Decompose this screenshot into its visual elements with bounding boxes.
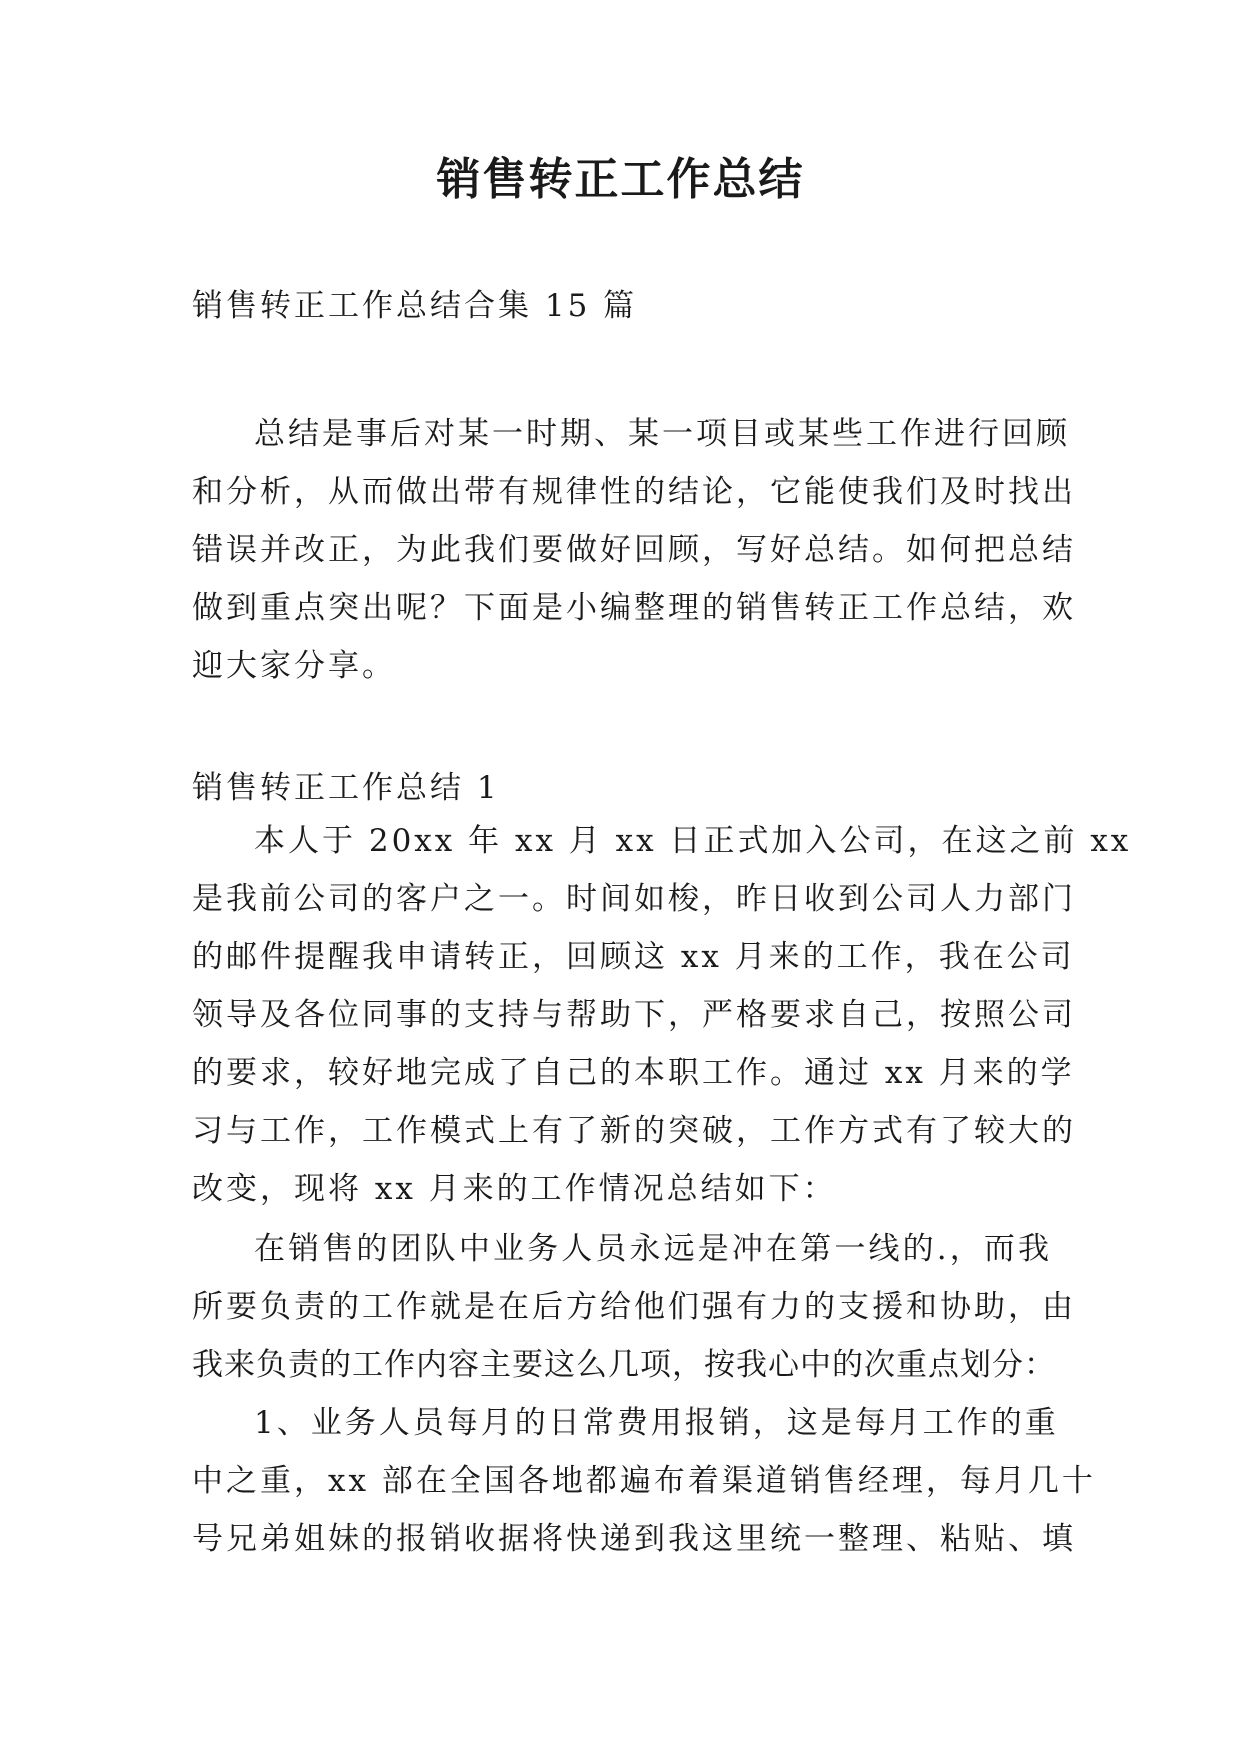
- paragraph-line: 所要负责的工作就是在后方给他们强有力的支援和协助，由: [192, 1289, 1076, 1325]
- paragraph-line: 号兄弟姐妹的报销收据将快递到我这里统一整理、粘贴、填: [192, 1521, 1076, 1557]
- document-title: 销售转正工作总结: [436, 154, 805, 205]
- intro-line: 迎大家分享。: [192, 648, 396, 684]
- intro-line: 做到重点突出呢？下面是小编整理的销售转正工作总结，欢: [192, 590, 1076, 626]
- paragraph-line: 的邮件提醒我申请转正，回顾这 xx 月来的工作，我在公司: [192, 939, 1075, 975]
- paragraph-line: 领导及各位同事的支持与帮助下，严格要求自己，按照公司: [192, 997, 1076, 1033]
- body-paragraph-1: [192, 812, 1132, 1218]
- paragraph-line: 在销售的团队中业务人员永远是冲在第一线的.，而我: [254, 1231, 1052, 1267]
- document-subtitle: 销售转正工作总结合集 15 篇: [192, 288, 638, 324]
- intro-line: 错误并改正，为此我们要做好回顾，写好总结。如何把总结: [192, 532, 1076, 568]
- paragraph-line: 习与工作，工作模式上有了新的突破，工作方式有了较大的: [192, 1113, 1076, 1149]
- body-paragraph-2: [192, 1220, 1076, 1394]
- intro-line: 和分析，从而做出带有规律性的结论，它能使我们及时找出: [192, 474, 1076, 510]
- section-heading: 销售转正工作总结 1: [192, 770, 500, 806]
- paragraph-line: 我来负责的工作内容主要这么几项，按我心中的次重点划分：: [192, 1347, 1056, 1383]
- paragraph-line: 的要求，较好地完成了自己的本职工作。通过 xx 月来的学: [192, 1055, 1075, 1091]
- paragraph-line: 1、业务人员每月的日常费用报销，这是每月工作的重: [254, 1405, 1059, 1441]
- paragraph-line: 本人于 20xx 年 xx 月 xx 日正式加入公司，在这之前 xx: [254, 823, 1132, 859]
- paragraph-line: 中之重，xx 部在全国各地都遍布着渠道销售经理，每月几十: [192, 1463, 1096, 1499]
- paragraph-line: 改变，现将 xx 月来的工作情况总结如下：: [192, 1171, 837, 1207]
- intro-paragraph: [192, 405, 1076, 695]
- intro-line: 总结是事后对某一时期、某一项目或某些工作进行回顾: [254, 416, 1070, 452]
- paragraph-line: 是我前公司的客户之一。时间如梭，昨日收到公司人力部门: [192, 881, 1076, 917]
- body-paragraph-3: [192, 1394, 1096, 1568]
